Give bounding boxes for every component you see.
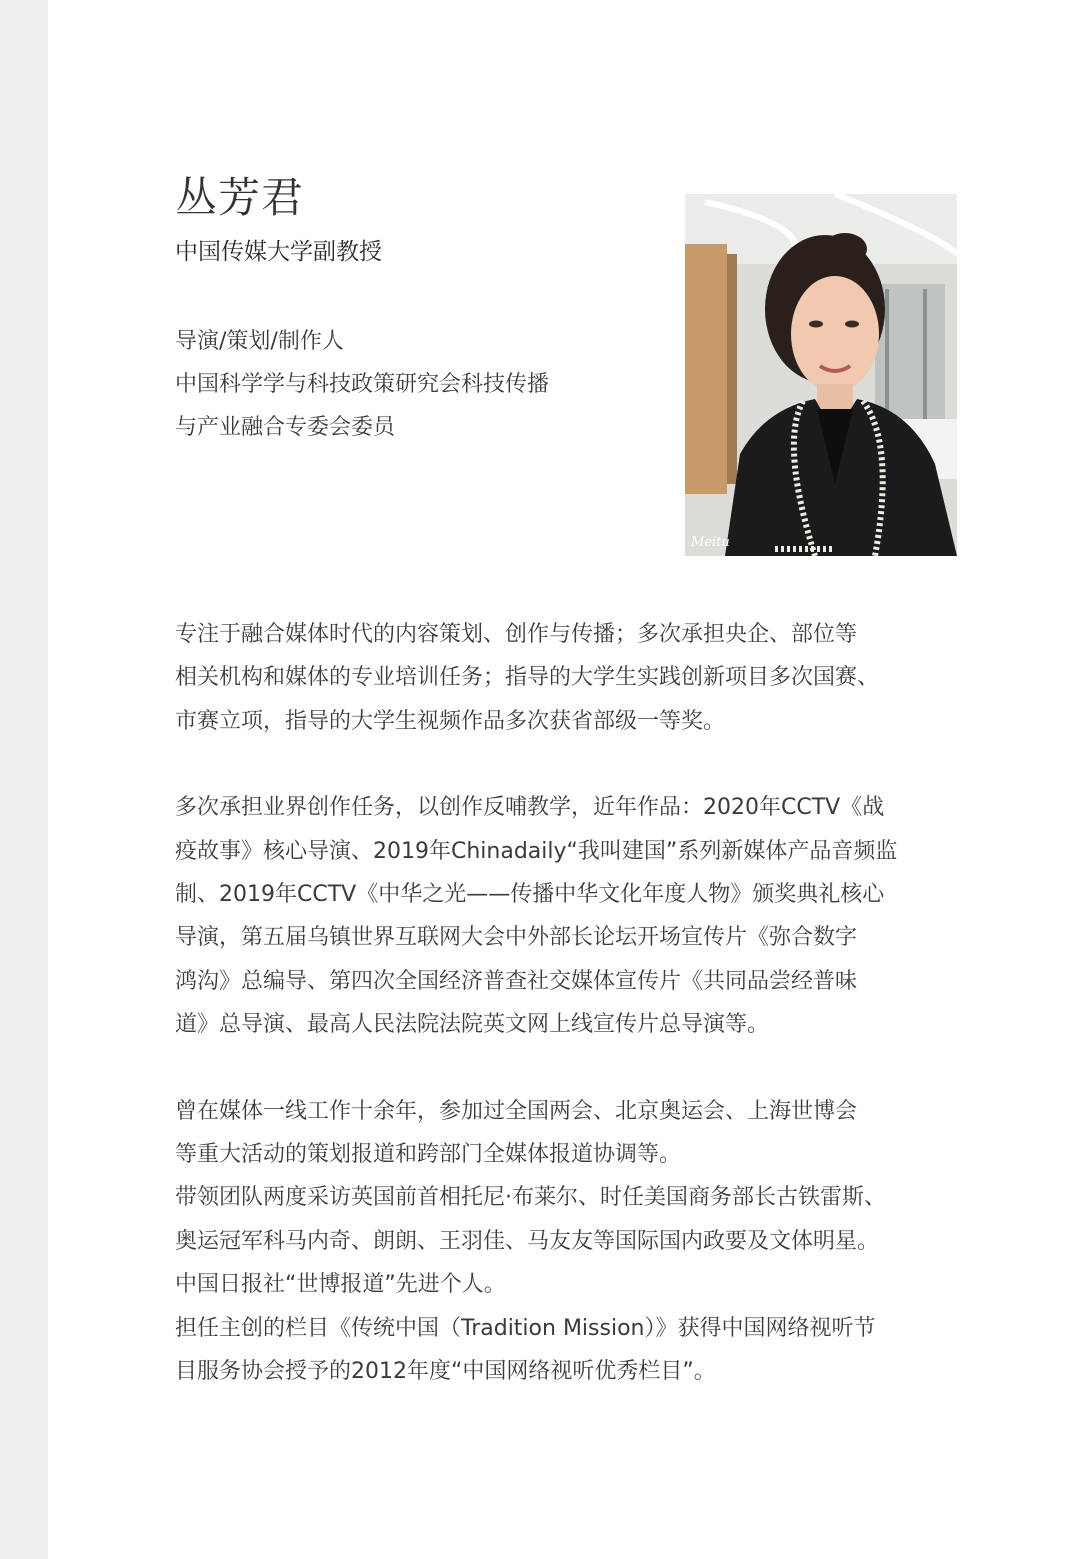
left-margin-strip xyxy=(0,0,48,1559)
bio-line: 相关机构和媒体的专业培训任务；指导的大学生实践创新项目多次国赛、 xyxy=(175,665,880,691)
bio-line: 曾在媒体一线工作十余年，参加过全国两会、北京奥运会、上海世博会 xyxy=(175,1098,858,1124)
bio-line: 制、2019年CCTV《中华之光——传播中华文化年度人物》颁奖典礼核心 xyxy=(175,882,885,908)
person-name: 丛芳君 xyxy=(175,173,305,222)
photo-watermark-text: Meitu xyxy=(691,535,730,550)
bio-line: 导演，第五届乌镇世界互联网大会中外部长论坛开场宣传片《弥合数字 xyxy=(175,925,858,951)
bio-line: 道》总导演、最高人民法院法院英文网上线宣传片总导演等。 xyxy=(175,1012,770,1038)
bio-line: 专注于融合媒体时代的内容策划、创作与传播；多次承担央企、部位等 xyxy=(175,622,858,647)
role-line: 导演/策划/制作人 xyxy=(175,329,344,354)
person-title: 中国传媒大学副教授 xyxy=(175,239,382,265)
bio-line: 目服务协会授予的2012年度“中国网络视听优秀栏目”。 xyxy=(175,1359,716,1385)
portrait-photo xyxy=(685,194,957,556)
bio-line: 中国日报社“世博报道”先进个人。 xyxy=(175,1272,506,1298)
bio-line: 疫故事》核心导演、2019年Chinadaily“我叫建国”系列新媒体产品音频监 xyxy=(175,838,898,864)
bio-paragraph-3 xyxy=(175,1090,945,1394)
bio-paragraph-1 xyxy=(175,613,945,743)
bio-line: 市赛立项，指导的大学生视频作品多次获省部级一等奖。 xyxy=(175,708,726,734)
bio-line: 奥运冠军科马内奇、朗朗、王羽佳、马友友等国际国内政要及文体明星。 xyxy=(175,1228,880,1254)
roles-list xyxy=(175,320,655,449)
role-line: 与产业融合专委会委员 xyxy=(175,415,396,440)
bio-line: 等重大活动的策划报道和跨部门全媒体报道协调等。 xyxy=(175,1142,682,1168)
bio-line: 带领团队两度采访英国前首相托尼·布莱尔、时任美国商务部长古铁雷斯、 xyxy=(175,1185,886,1211)
bio-paragraph-2 xyxy=(175,786,945,1046)
bio-line: 鸿沟》总编导、第四次全国经济普查社交媒体宣传片《共同品尝经普味 xyxy=(175,968,858,994)
bio-line: 担任主创的栏目《传统中国（Tradition Mission）》获得中国网络视听节 xyxy=(175,1315,876,1341)
biography xyxy=(175,613,945,1437)
role-line: 中国科学学与科技政策研究会科技传播 xyxy=(175,372,550,397)
bio-line: 多次承担业界创作任务，以创作反哺教学，近年作品：2020年CCTV《战 xyxy=(175,795,885,821)
